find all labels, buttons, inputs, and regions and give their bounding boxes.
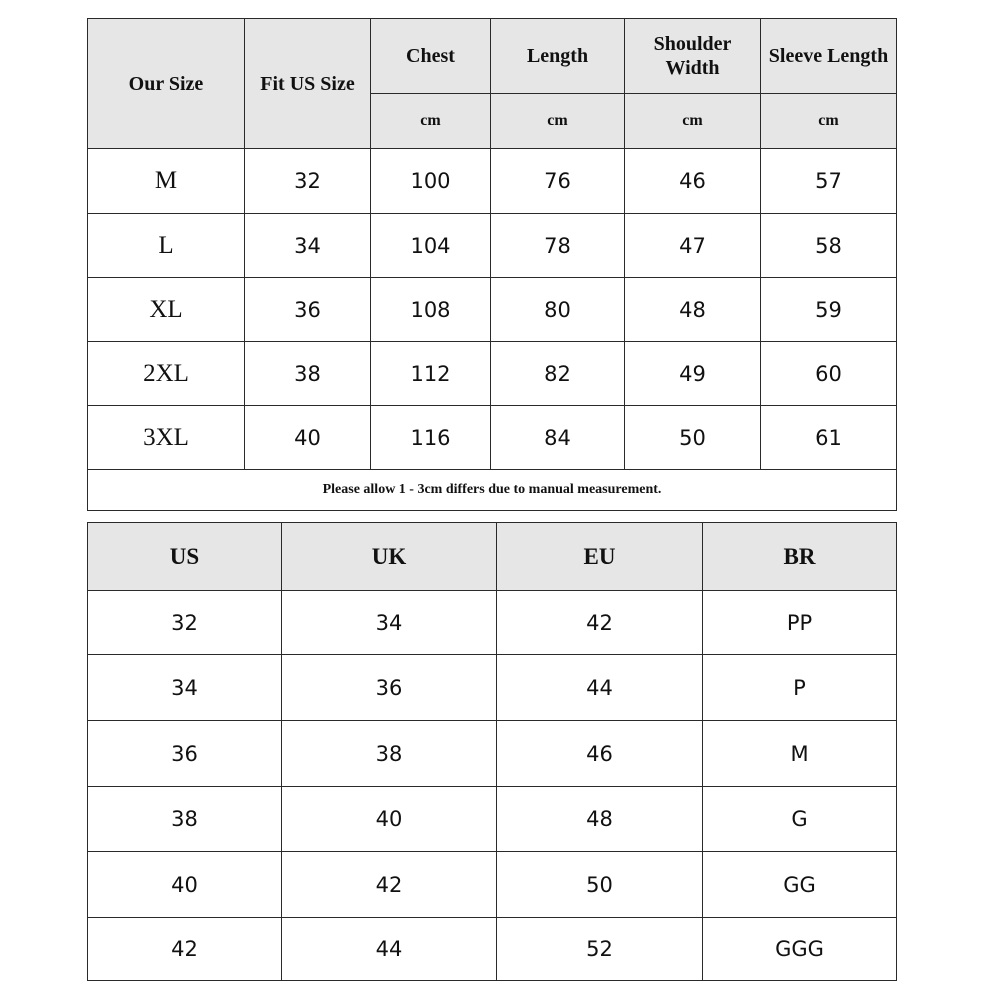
- measurement-note: Please allow 1 - 3cm differs due to manual measurement.: [88, 470, 897, 511]
- chest-cell: 100: [371, 149, 491, 214]
- header-us: US: [88, 523, 282, 591]
- chest-cell: 108: [371, 278, 491, 342]
- unit-chest: cm: [371, 94, 491, 149]
- header-shoulder-width: Shoulder Width: [625, 19, 761, 94]
- length-cell: 80: [491, 278, 625, 342]
- br-cell: PP: [703, 591, 897, 655]
- chest-cell: 116: [371, 406, 491, 470]
- table-row: [88, 406, 897, 470]
- table-row: [88, 787, 897, 852]
- shoulder-cell: 48: [625, 278, 761, 342]
- table-row: [88, 655, 897, 721]
- shoulder-cell: 46: [625, 149, 761, 214]
- br-cell: G: [703, 787, 897, 852]
- us-cell: 36: [88, 721, 282, 787]
- shoulder-cell: 49: [625, 342, 761, 406]
- table-row: [88, 591, 897, 655]
- us-cell: 34: [88, 655, 282, 721]
- table-row: [88, 149, 897, 214]
- unit-shoulder-width: cm: [625, 94, 761, 149]
- header-length: Length: [491, 19, 625, 94]
- table-row: [88, 342, 897, 406]
- br-cell: GG: [703, 852, 897, 918]
- chest-cell: 112: [371, 342, 491, 406]
- table-row: [88, 214, 897, 278]
- uk-cell: 38: [282, 721, 497, 787]
- fit-us-cell: 38: [245, 342, 371, 406]
- table-row: [88, 721, 897, 787]
- header-chest: Chest: [371, 19, 491, 94]
- uk-cell: 42: [282, 852, 497, 918]
- our-size-cell: XL: [88, 278, 245, 342]
- sleeve-cell: 57: [761, 149, 897, 214]
- our-size-cell: M: [88, 149, 245, 214]
- shoulder-cell: 47: [625, 214, 761, 278]
- br-cell: GGG: [703, 918, 897, 981]
- size-chart-table: [87, 18, 897, 511]
- our-size-cell: 2XL: [88, 342, 245, 406]
- header-br: BR: [703, 523, 897, 591]
- our-size-cell: 3XL: [88, 406, 245, 470]
- length-cell: 78: [491, 214, 625, 278]
- length-cell: 84: [491, 406, 625, 470]
- uk-cell: 36: [282, 655, 497, 721]
- br-cell: P: [703, 655, 897, 721]
- uk-cell: 40: [282, 787, 497, 852]
- header-uk: UK: [282, 523, 497, 591]
- header-eu: EU: [497, 523, 703, 591]
- uk-cell: 44: [282, 918, 497, 981]
- fit-us-cell: 34: [245, 214, 371, 278]
- sleeve-cell: 61: [761, 406, 897, 470]
- fit-us-cell: 40: [245, 406, 371, 470]
- br-cell: M: [703, 721, 897, 787]
- header-fit-us-size: Fit US Size: [245, 19, 371, 149]
- sleeve-cell: 59: [761, 278, 897, 342]
- uk-cell: 34: [282, 591, 497, 655]
- size-conversion-table: [87, 522, 897, 981]
- length-cell: 76: [491, 149, 625, 214]
- eu-cell: 50: [497, 852, 703, 918]
- unit-sleeve-length: cm: [761, 94, 897, 149]
- us-cell: 32: [88, 591, 282, 655]
- table-row: [88, 278, 897, 342]
- chest-cell: 104: [371, 214, 491, 278]
- table-row: [88, 918, 897, 981]
- sleeve-cell: 60: [761, 342, 897, 406]
- unit-length: cm: [491, 94, 625, 149]
- our-size-cell: L: [88, 214, 245, 278]
- fit-us-cell: 32: [245, 149, 371, 214]
- us-cell: 42: [88, 918, 282, 981]
- eu-cell: 48: [497, 787, 703, 852]
- length-cell: 82: [491, 342, 625, 406]
- us-cell: 38: [88, 787, 282, 852]
- shoulder-cell: 50: [625, 406, 761, 470]
- us-cell: 40: [88, 852, 282, 918]
- eu-cell: 52: [497, 918, 703, 981]
- header-sleeve-length: Sleeve Length: [761, 19, 897, 94]
- sleeve-cell: 58: [761, 214, 897, 278]
- eu-cell: 42: [497, 591, 703, 655]
- eu-cell: 44: [497, 655, 703, 721]
- fit-us-cell: 36: [245, 278, 371, 342]
- table-row: [88, 852, 897, 918]
- eu-cell: 46: [497, 721, 703, 787]
- header-our-size: Our Size: [88, 19, 245, 149]
